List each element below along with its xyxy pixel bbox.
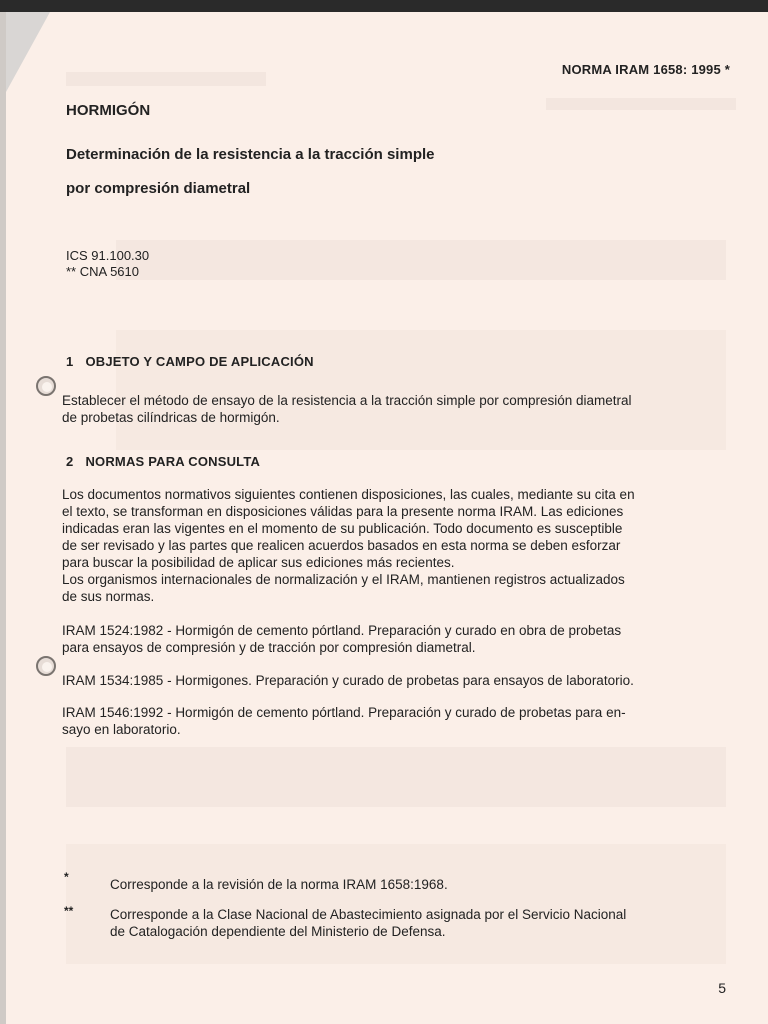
section-1-body	[62, 392, 732, 426]
bleed-through-shadow	[66, 844, 726, 964]
document-subtitle-line-2: por compresión diametral	[66, 180, 251, 197]
text-line: indicadas eran las vigentes en el momento de su publicación. Todo documento es susceptible	[62, 521, 623, 536]
document-title: HORMIGÓN	[66, 102, 151, 119]
text-line: sayo en laboratorio.	[62, 722, 181, 737]
section-title: OBJETO Y CAMPO DE APLICACIÓN	[85, 354, 314, 369]
text-line: de sus normas.	[62, 589, 155, 604]
text-line: Los organismos internacionales de normalización y el IRAM, mantienen registros actualizados	[62, 572, 625, 587]
document-page	[6, 12, 768, 1024]
section-1-heading	[66, 354, 314, 369]
page-number: 5	[718, 980, 726, 996]
bleed-through-shadow	[546, 98, 736, 110]
footnote-mark: *	[64, 870, 69, 884]
text-line: Corresponde a la revisión de la norma IRAM 1658:1968.	[110, 877, 448, 892]
reference-iram-1524	[62, 622, 732, 656]
text-line: Corresponde a la Clase Nacional de Abastecimiento asignada por el Servicio Nacional	[110, 907, 627, 922]
classification-codes	[66, 248, 149, 280]
text-line: para buscar la posibilidad de aplicar sus ediciones más recientes.	[62, 555, 455, 570]
scan-edge	[0, 0, 768, 12]
text-line: Establecer el método de ensayo de la resistencia a la tracción simple por compresión diametral	[62, 393, 632, 408]
text-line: IRAM 1546:1992 - Hormigón de cemento pórtland. Preparación y curado de probetas para en-	[62, 705, 626, 720]
reference-iram-1534	[62, 672, 732, 689]
text-line: de ser revisado y las partes que realicen acuerdos basados en esta norma se deben esforzar	[62, 538, 621, 553]
text-line: Los documentos normativos siguientes contienen disposiciones, las cuales, mediante su cita en	[62, 487, 635, 502]
cna-code: ** CNA 5610	[66, 264, 139, 279]
text-line: IRAM 1534:1985 - Hormigones. Preparación y curado de probetas para ensayos de laboratorio.	[62, 673, 634, 688]
footnote-1	[110, 876, 740, 893]
text-line: el texto, se transforman en disposiciones válidas para la presente norma IRAM. Las ediciones	[62, 504, 624, 519]
reference-iram-1546	[62, 704, 732, 738]
punch-hole	[36, 376, 56, 396]
section-number: 1	[66, 354, 74, 369]
text-line: IRAM 1524:1982 - Hormigón de cemento pórtland. Preparación y curado en obra de probetas	[62, 623, 622, 638]
bleed-through-shadow	[66, 747, 726, 807]
section-number: 2	[66, 454, 74, 469]
footnote-2	[110, 906, 740, 940]
ics-code: ICS 91.100.30	[66, 248, 150, 263]
footnote-mark: **	[64, 904, 74, 918]
bleed-through-shadow	[116, 240, 726, 280]
section-title: NORMAS PARA CONSULTA	[85, 454, 261, 469]
punch-hole	[36, 656, 56, 676]
text-line: de probetas cilíndricas de hormigón.	[62, 410, 280, 425]
text-line: para ensayos de compresión y de tracción por compresión diametral.	[62, 640, 476, 655]
text-line: de Catalogación dependiente del Ministerio de Defensa.	[110, 924, 446, 939]
bleed-through-shadow	[116, 330, 726, 450]
section-2-heading	[66, 454, 260, 469]
bleed-through-shadow	[66, 72, 266, 86]
document-subtitle-line-1: Determinación de la resistencia a la tracción simple	[66, 146, 435, 163]
norm-code: NORMA IRAM 1658: 1995 *	[561, 62, 730, 77]
section-2-intro	[62, 486, 732, 605]
folded-corner	[6, 12, 50, 92]
